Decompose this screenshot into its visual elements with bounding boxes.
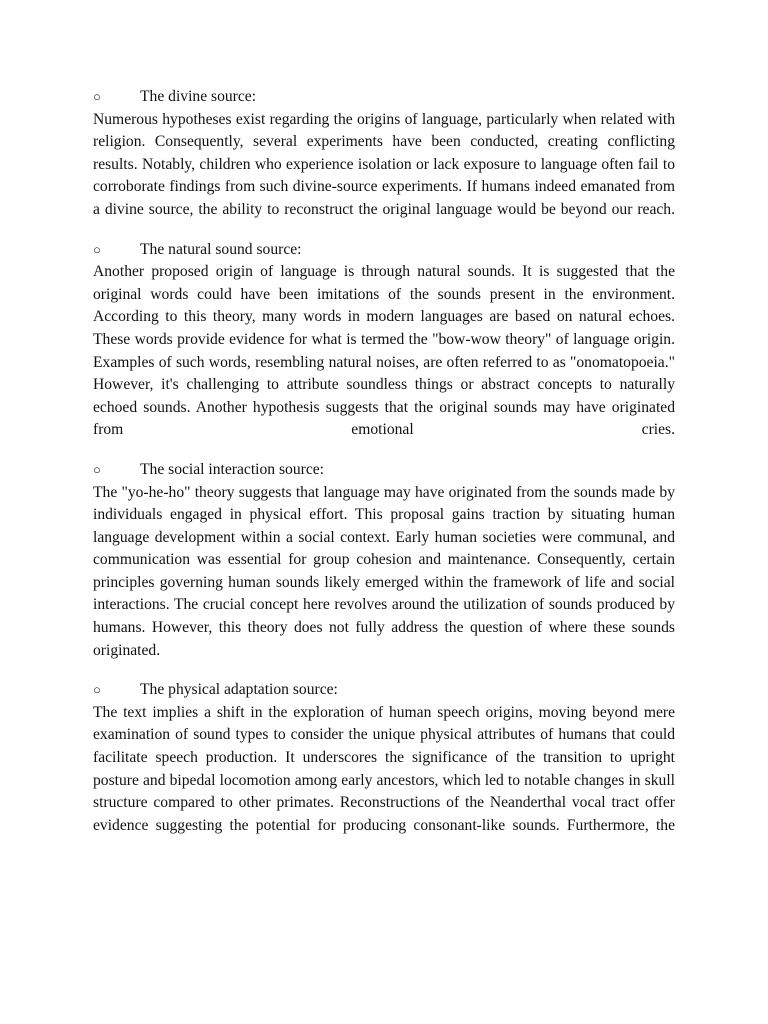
section-body: The text implies a shift in the exploration of human speech origins, moving beyond mere examination of sound types to consider the unique physical attributes of humans that could facilitate speech production. It underscores the significance of the transition to upright posture and bipedal locomotion among early ancestors, which led to notable changes in skull structure compared to other primates. Reconstructions of the Neanderthal vocal tract offer evidence suggesting the potential for producing consonant-like sounds. Furthermore, the <box>93 703 675 834</box>
section-heading <box>93 86 675 109</box>
hollow-circle-bullet-icon: ○ <box>93 241 101 257</box>
section-heading <box>93 239 675 262</box>
section-body: Numerous hypotheses exist regarding the origins of language, particularly when related with religion. Consequently, several experiments have been conducted, creating conflicting results. Notably, children who experience isolation or lack exposure to language often fail to corroborate findings from such divine-source experiments. If humans indeed emanated from a divine source, the ability to reconstruct the original language would be beyond our reach. <box>93 110 675 218</box>
section-heading <box>93 459 675 482</box>
section-body: Another proposed origin of language is through natural sounds. It is suggested that the original words could have been imitations of the sounds present in the environment. According to this theory, many words in modern languages are based on natural echoes. These words provide evidence for what is termed the "bow-wow theory" of language origin. Examples of such words, resembling natural noises, are often referred to as "onomatopoeia." However, it's challenging to attribute soundless things or abstract concepts to naturally echoed sounds. Another hypothesis suggests that the original sounds may have originated from emotional cries. <box>93 263 675 439</box>
section-body: The "yo-he-ho" theory suggests that language may have originated from the sounds made by individuals engaged in physical effort. This proposal gains traction by situating human language development within a social context. Early human societies were communal, and communication was essential for group cohesion and maintenance. Consequently, certain principles governing human sounds likely emerged within the framework of life and social interactions. The crucial concept here revolves around the utilization of sounds produced by humans. However, this theory does not fully address the question of where these sounds originated. <box>93 483 675 659</box>
section-title: The social interaction source: <box>140 460 325 478</box>
hollow-circle-bullet-icon: ○ <box>93 682 101 698</box>
section-title: The physical adaptation source: <box>140 681 338 699</box>
section-heading <box>93 679 675 702</box>
section-divine-source <box>93 86 675 222</box>
section-natural-sound-source <box>93 239 675 442</box>
section-physical-adaptation-source <box>93 679 675 837</box>
hollow-circle-bullet-icon: ○ <box>93 461 101 477</box>
document-page <box>93 86 675 854</box>
hollow-circle-bullet-icon: ○ <box>93 89 101 104</box>
section-social-interaction-source <box>93 459 675 662</box>
section-title: The divine source: <box>140 88 257 105</box>
section-title: The natural sound source: <box>140 240 302 258</box>
